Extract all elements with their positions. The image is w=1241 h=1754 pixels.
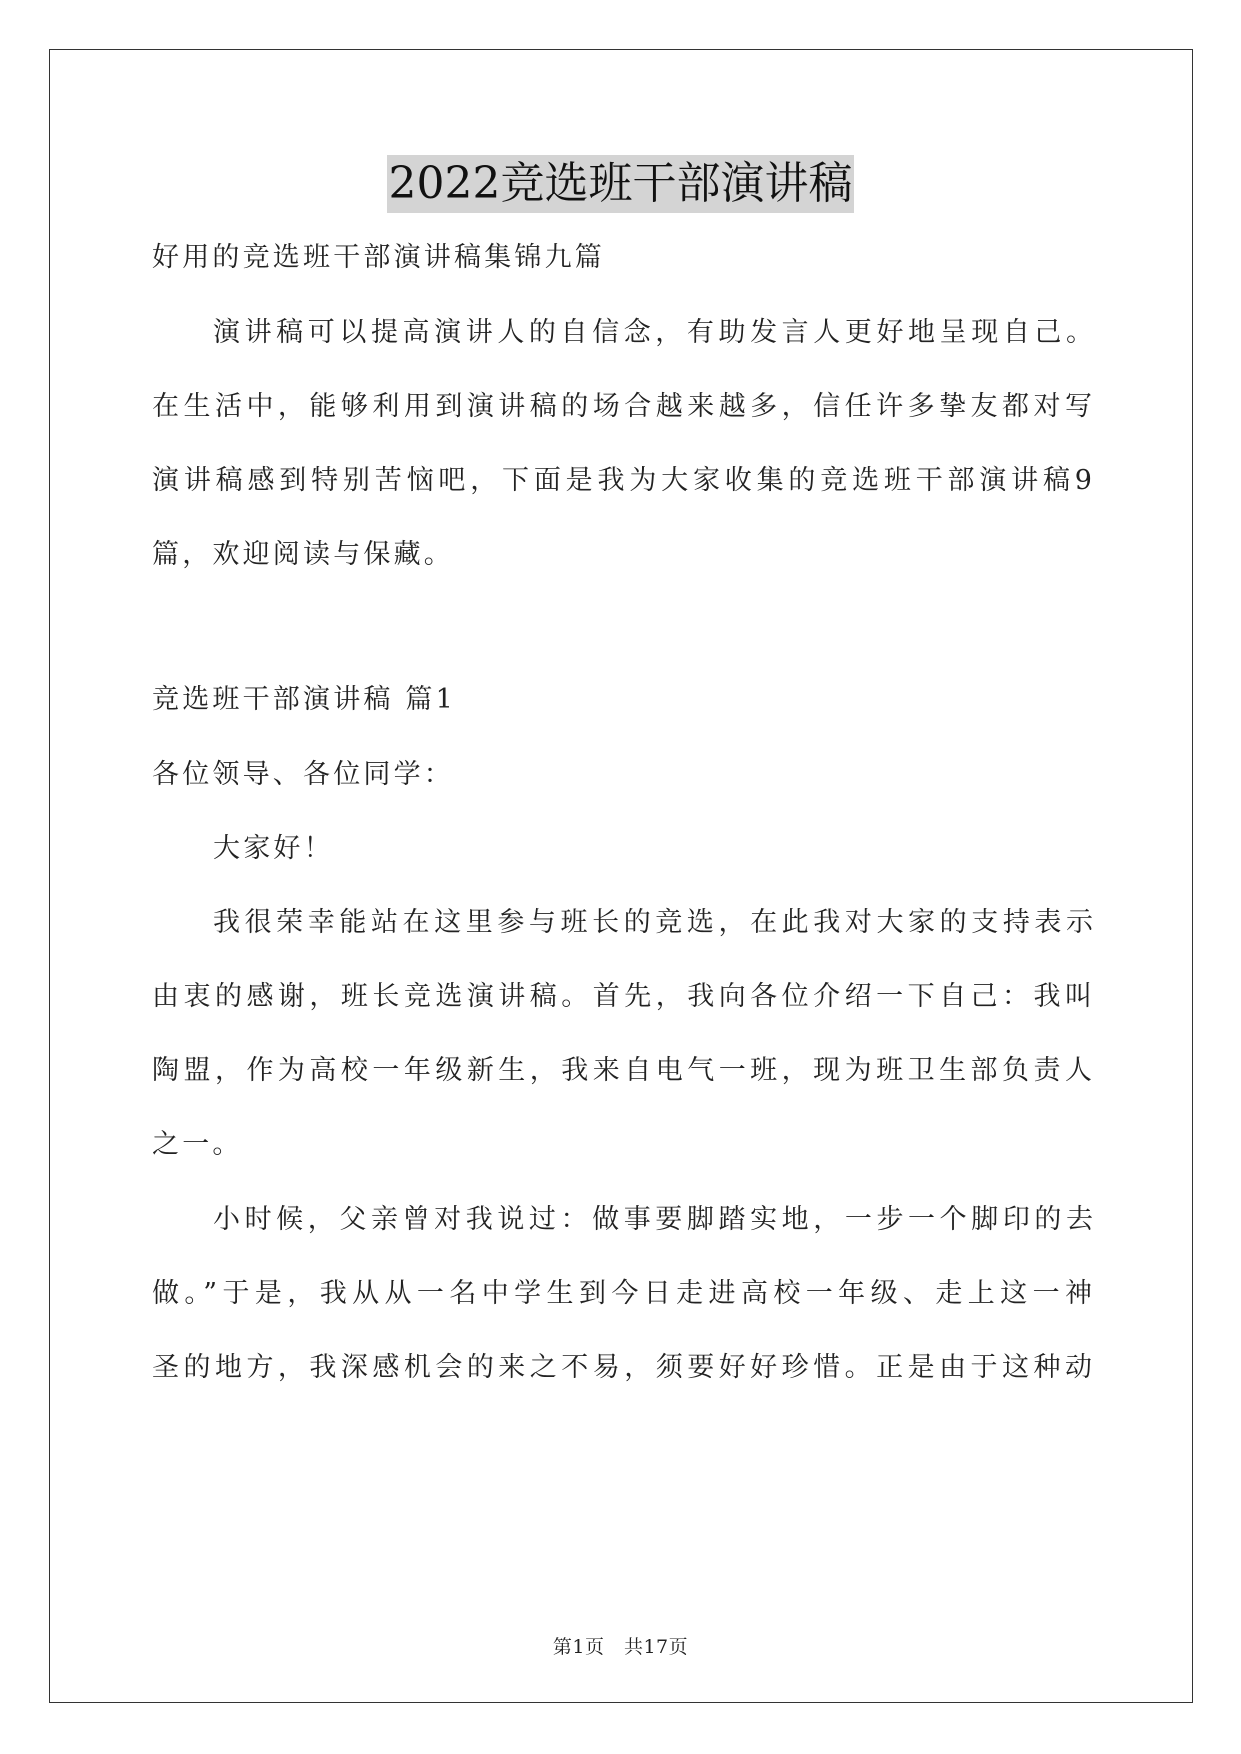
body-line: 之一。 — [152, 1129, 243, 1160]
page-number: 第1页 共17页 — [552, 1636, 689, 1658]
title-container — [0, 155, 1241, 213]
body-line: 圣的地方，我深感机会的来之不易，须要好好珍惜。正是由于这种动 — [152, 1352, 1092, 1383]
body-line: 演讲稿感到特别苦恼吧，下面是我为大家收集的竞选班干部演讲稿9 — [152, 465, 1092, 496]
body-line: 我很荣幸能站在这里参与班长的竞选，在此我对大家的支持表示 — [213, 907, 1093, 938]
body-line: 篇，欢迎阅读与保藏。 — [152, 539, 454, 570]
body-line: 演讲稿可以提高演讲人的自信念，有助发言人更好地呈现自己。 — [213, 317, 1093, 348]
body-line: 在生活中，能够利用到演讲稿的场合越来越多，信任许多挚友都对写 — [152, 391, 1092, 422]
body-line: 小时候，父亲曾对我说过：做事要脚踏实地，一步一个脚印的去 — [213, 1204, 1093, 1235]
greeting-line: 大家好！ — [213, 833, 334, 864]
page-border — [49, 49, 1193, 1703]
body-line: 做。”于是，我从从一名中学生到今日走进高校一年级、走上这一神 — [152, 1278, 1092, 1309]
body-line: 由衷的感谢，班长竞选演讲稿。首先，我向各位介绍一下自己：我叫 — [152, 981, 1092, 1012]
subtitle-line: 好用的竞选班干部演讲稿集锦九篇 — [152, 242, 605, 273]
salutation-line: 各位领导、各位同学： — [152, 759, 454, 790]
document-title: 2022竞选班干部演讲稿 — [387, 155, 855, 213]
section-heading: 竞选班干部演讲稿 篇1 — [152, 684, 456, 715]
body-line: 陶盟，作为高校一年级新生，我来自电气一班，现为班卫生部负责人 — [152, 1055, 1092, 1086]
